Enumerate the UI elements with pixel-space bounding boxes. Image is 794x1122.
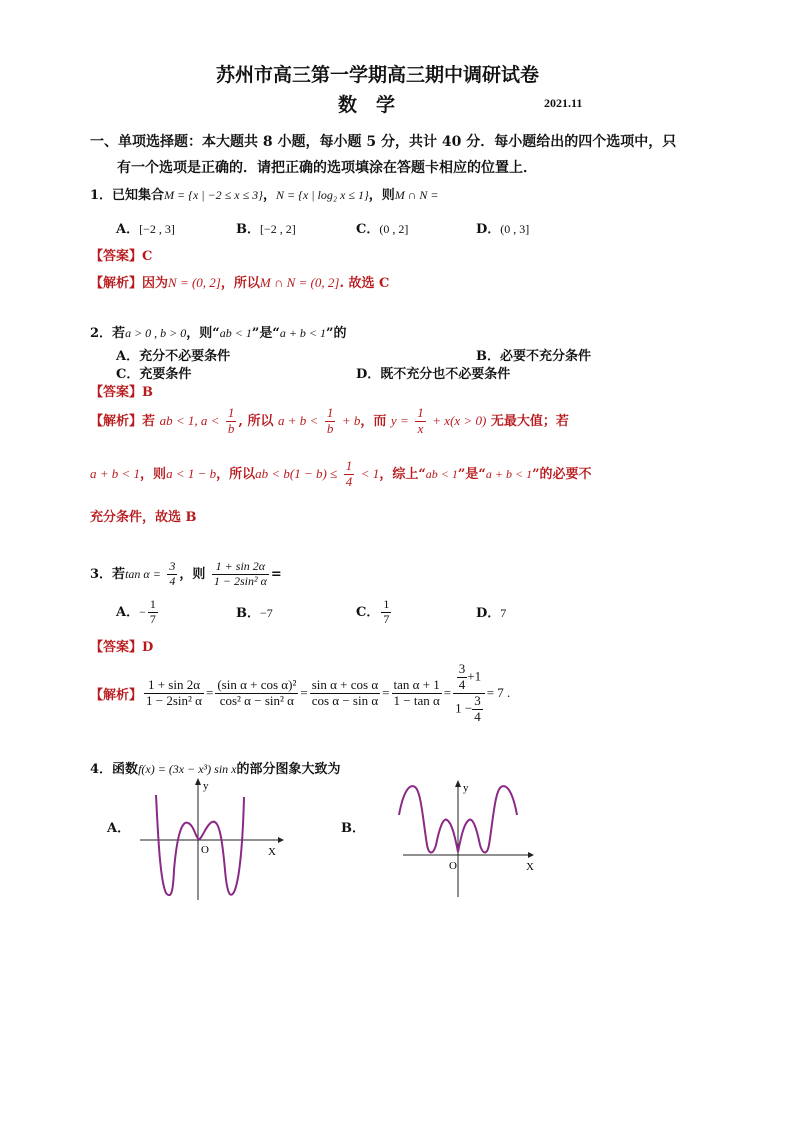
fraction-head: 1 − bbox=[455, 700, 473, 716]
analysis-text: . 故选 C bbox=[339, 276, 390, 291]
option-text: − bbox=[139, 604, 146, 619]
section-instruction-line2: 有一个选项是正确的．请把正确的选项填涂在答题卡相应的位置上． bbox=[117, 160, 537, 176]
set-n-math: N = {x | log₂ x ≤ 1} bbox=[276, 188, 369, 202]
origin-label: O bbox=[201, 844, 209, 856]
q1-option-b bbox=[236, 218, 296, 237]
option-label: A． bbox=[116, 222, 140, 237]
x-axis-label: X bbox=[526, 861, 534, 873]
exam-date: 2021.11 bbox=[544, 96, 583, 110]
q1-option-c bbox=[356, 218, 408, 237]
fraction bbox=[325, 406, 336, 437]
intersection-math: M ∩ N = bbox=[394, 188, 439, 202]
q1-answer bbox=[90, 245, 152, 264]
compound-denominator bbox=[453, 694, 485, 725]
q3-option-d bbox=[476, 602, 506, 621]
statement-p-math: ab < 1 bbox=[219, 326, 252, 340]
fraction-numerator: 3 bbox=[169, 559, 176, 573]
fraction-numerator: 3 bbox=[474, 692, 481, 708]
fraction-numerator: sin α + cos α bbox=[311, 676, 379, 692]
fraction bbox=[415, 406, 426, 437]
analysis-text: 若 bbox=[142, 413, 156, 429]
option-text: 充要条件 bbox=[139, 367, 192, 382]
question-number: 4． bbox=[90, 762, 113, 777]
answer-value: D bbox=[142, 640, 154, 655]
analysis-math: < 1 bbox=[360, 465, 380, 481]
analysis-text: ”的必要不 bbox=[532, 466, 592, 482]
fraction-numerator: 1 bbox=[227, 405, 235, 420]
question-2 bbox=[90, 322, 347, 341]
q1-analysis bbox=[90, 272, 389, 291]
question-text: ，则 bbox=[368, 188, 395, 203]
analysis-text: ，综上“ bbox=[379, 466, 426, 482]
separator: ， bbox=[262, 188, 276, 203]
q3-analysis: 【解析】 $\frac{1 + \sin 2\alpha}{\text{1 − 2sin² α}}$ = $\frac{\text{(sin α + cos α)²}}{\text{cos² α − sin² α}}$ = $\frac{\text{sin α + cos α}}{\text{cos α − sin α}}$ = $\frac{\text{tan α + 1}}{\text{1 − tan α}}$ = $\frac{3}{4}$ +1 1 − $\frac{3}{4}$ = 7 . bbox=[90, 661, 511, 724]
fraction-numerator: 1 bbox=[326, 405, 334, 420]
option-label: B． bbox=[476, 349, 500, 364]
fraction-denominator: 7 bbox=[383, 611, 390, 626]
section-instruction-line1: 一、单项选择题：本大题共 8 小题，每小题 5 分，共计 40 分．每小题给出的四个选项中，只 bbox=[90, 134, 677, 150]
analysis-math: M ∩ N = (0, 2] bbox=[259, 275, 340, 290]
question-number: 2． bbox=[90, 326, 113, 341]
option-text: [−2 , 3] bbox=[139, 222, 175, 236]
compound-fraction bbox=[453, 662, 485, 725]
fraction-denominator: b bbox=[227, 420, 235, 436]
option-label: B． bbox=[236, 222, 260, 237]
analysis-math: N = (0, 2] bbox=[168, 275, 221, 290]
condition-math: tan α = bbox=[125, 566, 161, 581]
analysis-text: 因为 bbox=[142, 276, 169, 291]
option-text: 7 bbox=[500, 606, 507, 620]
option-label: C． bbox=[356, 222, 380, 237]
question-3 bbox=[90, 560, 282, 589]
fraction-denominator: 1 − 2sin² α bbox=[213, 573, 267, 588]
analysis-result: = 7 . bbox=[486, 685, 511, 701]
q2-option-d bbox=[356, 363, 510, 382]
fraction-numerator: 3 bbox=[458, 661, 466, 676]
analysis-label: 【解析】 bbox=[90, 276, 143, 291]
fraction-numerator: 1 bbox=[383, 597, 390, 611]
option-label: C． bbox=[356, 604, 380, 620]
fraction-numerator: 1 + sin 2α bbox=[212, 560, 269, 575]
x-axis-label: X bbox=[268, 846, 276, 858]
q1-option-a bbox=[116, 218, 175, 237]
analysis-math: ab < 1 bbox=[425, 466, 458, 481]
fraction-denominator: 4 bbox=[474, 708, 481, 724]
answer-label: 【答案】 bbox=[90, 385, 143, 400]
option-label: C． bbox=[116, 367, 140, 382]
question-text: ”的 bbox=[326, 326, 347, 341]
analysis-math: a < 1 − b bbox=[166, 465, 217, 481]
fraction bbox=[344, 459, 355, 490]
fraction-denominator: 4 bbox=[458, 676, 466, 692]
analysis-math: + x(x > 0) bbox=[432, 412, 487, 428]
question-1 bbox=[90, 184, 439, 203]
question-text: 的部分图象大致为 bbox=[236, 762, 341, 777]
x-axis-arrow-icon bbox=[528, 852, 534, 858]
fraction-numerator: 1 bbox=[417, 405, 424, 420]
graph-b-label: B． bbox=[341, 821, 365, 836]
q3-answer bbox=[90, 636, 153, 655]
analysis-math: a + b < bbox=[277, 412, 319, 428]
option-text: −7 bbox=[260, 606, 273, 620]
question-text: ，则“ bbox=[186, 326, 220, 341]
fraction-denominator: 7 bbox=[149, 611, 156, 626]
fraction-numerator: (sin α + cos α)² bbox=[217, 676, 297, 692]
analysis-math: a + b < 1 bbox=[485, 466, 533, 481]
q3-option-c bbox=[356, 598, 393, 627]
fraction-numerator: tan α + 1 bbox=[393, 676, 440, 692]
function-math: f(x) = (3x − x³) sin x bbox=[138, 762, 237, 776]
analysis-math: + b bbox=[341, 412, 361, 428]
fraction-denominator: 1 − tan α bbox=[393, 692, 440, 708]
fraction bbox=[310, 678, 380, 709]
statement-q-math: a + b < 1 bbox=[279, 326, 327, 340]
fraction-denominator: b bbox=[326, 420, 334, 436]
q2-analysis-line3: 充分条件，故选 B bbox=[90, 510, 197, 525]
question-text: 函数 bbox=[112, 762, 139, 777]
fraction bbox=[226, 406, 237, 437]
fraction-numerator: 1 bbox=[149, 597, 156, 611]
fraction bbox=[167, 560, 177, 589]
option-text: 必要不充分条件 bbox=[500, 349, 592, 364]
option-text: (0 , 2] bbox=[379, 222, 409, 236]
q2-analysis-line2 bbox=[90, 459, 592, 490]
compound-numerator bbox=[453, 662, 485, 694]
subject-title: 数 学 bbox=[338, 94, 396, 116]
answer-label: 【答案】 bbox=[90, 640, 143, 655]
fraction-denominator: 4 bbox=[345, 473, 353, 489]
option-label: A． bbox=[116, 349, 140, 364]
q2-option-a bbox=[116, 345, 230, 364]
analysis-text: , 所以 bbox=[238, 413, 274, 429]
fraction bbox=[212, 560, 269, 589]
q3-option-b bbox=[236, 602, 273, 621]
fraction-denominator: 4 bbox=[169, 573, 176, 588]
fraction bbox=[144, 678, 204, 709]
analysis-text: ，所以 bbox=[216, 466, 256, 482]
document-title: 苏州市高三第一学期高三期中调研试卷 bbox=[216, 64, 540, 86]
function-curve bbox=[156, 795, 244, 895]
option-label: B． bbox=[236, 606, 260, 621]
question-text: ，则 bbox=[179, 566, 206, 582]
analysis-math: y = bbox=[390, 412, 409, 428]
option-label: D． bbox=[476, 222, 501, 237]
x-axis-arrow-icon bbox=[278, 837, 284, 843]
origin-label: O bbox=[449, 860, 457, 872]
y-axis-arrow-icon bbox=[195, 778, 201, 785]
option-label: D． bbox=[476, 606, 501, 621]
fraction-numerator: 1 + sin 2α bbox=[144, 678, 204, 694]
fraction-denominator: x bbox=[417, 420, 424, 436]
fraction-tail: +1 bbox=[467, 668, 482, 684]
analysis-text: ”是“ bbox=[457, 466, 486, 482]
analysis-label: 【解析】 bbox=[90, 413, 143, 429]
fraction-denominator: cos α − sin α bbox=[311, 692, 379, 708]
question-text: 若 bbox=[112, 326, 126, 341]
y-axis-label: y bbox=[203, 780, 209, 792]
analysis-text: ，所以 bbox=[220, 276, 260, 291]
set-m-math: M = {x | −2 ≤ x ≤ 3} bbox=[164, 188, 263, 202]
graph-b bbox=[395, 775, 545, 900]
analysis-text: 无最大值；若 bbox=[490, 413, 569, 429]
q3-option-a bbox=[116, 598, 160, 627]
option-text: (0 , 3] bbox=[500, 222, 530, 236]
analysis-math: ab < 1, a < bbox=[159, 412, 220, 428]
option-text: 充分不必要条件 bbox=[139, 349, 231, 364]
question-text: ”是“ bbox=[251, 326, 280, 341]
analysis-label: 【解析】 bbox=[90, 687, 143, 703]
graph-a bbox=[140, 775, 285, 900]
fraction bbox=[148, 598, 158, 627]
graph-a-label: A． bbox=[107, 821, 131, 836]
option-label: D． bbox=[356, 367, 381, 382]
fraction-denominator: cos² α − sin² α bbox=[219, 692, 294, 708]
condition-math: a > 0 , b > 0 bbox=[125, 326, 187, 340]
equals-sign: = bbox=[270, 566, 282, 582]
q2-answer bbox=[90, 381, 153, 400]
option-label: A． bbox=[116, 604, 140, 620]
question-number: 3． bbox=[90, 566, 113, 582]
option-text: [−2 , 2] bbox=[260, 222, 296, 236]
q2-analysis-line1 bbox=[90, 406, 569, 437]
y-axis-label: y bbox=[463, 782, 469, 794]
analysis-math: ab < b(1 − b) ≤ bbox=[255, 465, 338, 481]
question-text: 若 bbox=[112, 566, 126, 582]
fraction-denominator: 1 − 2sin² α bbox=[146, 692, 202, 708]
analysis-math: a + b < 1 bbox=[90, 465, 141, 481]
analysis-text: ，而 bbox=[360, 413, 387, 429]
answer-value: B bbox=[142, 385, 154, 400]
y-axis-arrow-icon bbox=[455, 780, 461, 787]
q2-option-b bbox=[476, 345, 591, 364]
fraction bbox=[392, 678, 442, 709]
fraction bbox=[381, 598, 391, 627]
answer-label: 【答案】 bbox=[90, 249, 143, 264]
analysis-text: ，则 bbox=[140, 466, 167, 482]
fraction-numerator: 1 bbox=[345, 458, 353, 473]
question-number: 1． bbox=[90, 188, 113, 203]
answer-value: C bbox=[142, 249, 153, 264]
option-text: 既不充分也不必要条件 bbox=[380, 367, 511, 382]
fraction bbox=[215, 678, 298, 709]
question-text: 已知集合 bbox=[112, 188, 165, 203]
q2-option-c bbox=[116, 363, 191, 382]
q1-option-d bbox=[476, 218, 529, 237]
